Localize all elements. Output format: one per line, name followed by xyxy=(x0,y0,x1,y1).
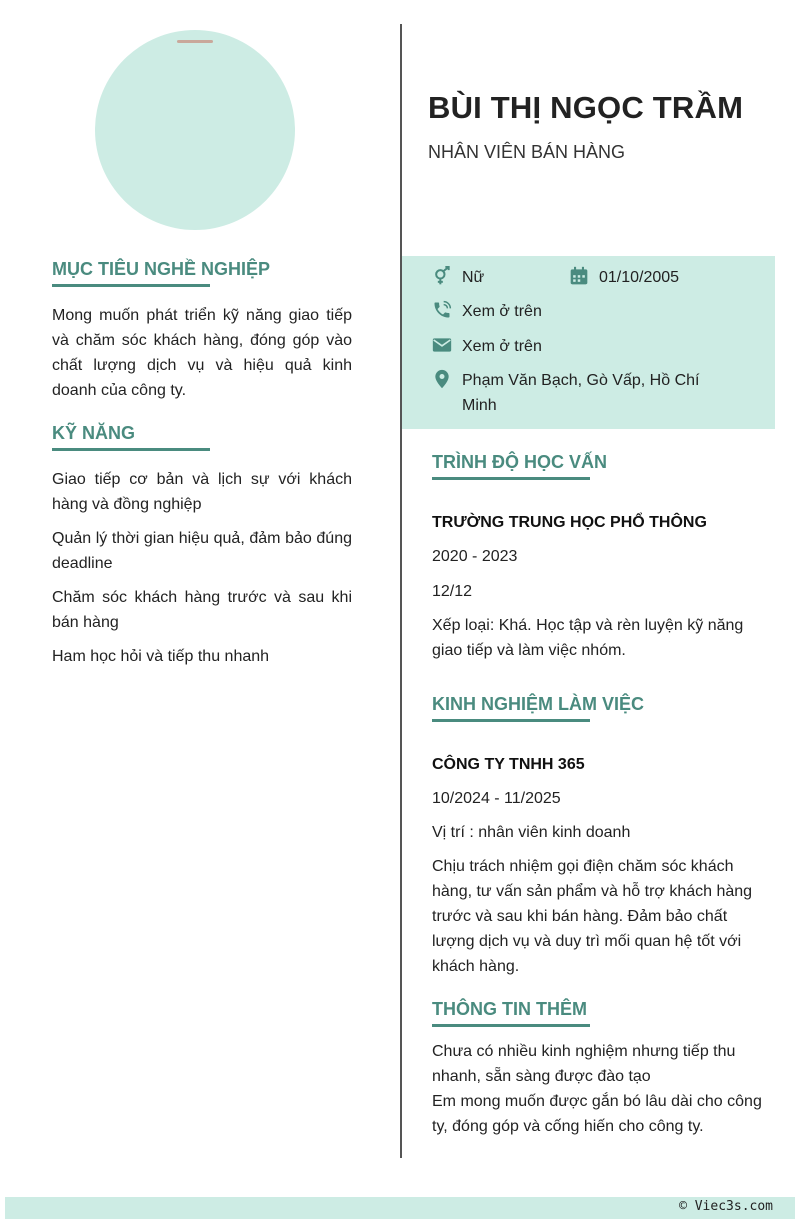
job-title: NHÂN VIÊN BÁN HÀNG xyxy=(428,142,626,162)
skill-item: Giao tiếp cơ bản và lịch sự với khách hàng và đồng nghiệp xyxy=(52,471,352,513)
address-value: Phạm Văn Bạch, Gò Vấp, Hồ Chí Minh xyxy=(462,372,700,414)
additional-line-2: Em mong muốn được gắn bó lâu dài cho công ty, đóng góp và cống hiến cho công ty. xyxy=(432,1093,762,1135)
gender-icon xyxy=(432,266,452,286)
phone-value: Xem ở trên xyxy=(462,303,542,320)
skill-item: Chăm sóc khách hàng trước và sau khi bán hàng xyxy=(52,589,352,631)
additional-section xyxy=(432,998,762,1139)
objective-text: Mong muốn phát triển kỹ năng giao tiếp và chăm sóc khách hàng, đóng góp vào chất lượng dịch vụ và hiệu quả kinh doanh của công ty. xyxy=(52,307,352,399)
email-icon xyxy=(432,335,452,355)
column-divider xyxy=(400,24,402,1158)
section-underline xyxy=(432,1024,590,1027)
section-underline xyxy=(432,477,590,480)
email-row xyxy=(432,334,542,359)
section-underline xyxy=(52,284,210,287)
email-value: Xem ở trên xyxy=(462,338,542,355)
experience-title: KINH NGHIỆM LÀM VIỆC xyxy=(432,694,645,714)
school-name: TRƯỜNG TRUNG HỌC PHỔ THÔNG xyxy=(432,514,707,531)
experience-section xyxy=(432,693,762,979)
contact-panel xyxy=(402,256,775,429)
education-grade: 12/12 xyxy=(432,583,473,600)
education-note: Xếp loại: Khá. Học tập và rèn luyện kỹ năng giao tiếp và làm việc nhóm. xyxy=(432,617,744,659)
education-title: TRÌNH ĐỘ HỌC VẤN xyxy=(432,452,607,472)
phone-row xyxy=(432,299,542,324)
skills-list xyxy=(52,467,352,669)
experience-position: Vị trí : nhân viên kinh doanh xyxy=(432,824,631,841)
company-name: CÔNG TY TNHH 365 xyxy=(432,756,585,773)
section-underline xyxy=(432,719,590,722)
phone-icon xyxy=(432,300,452,320)
objective-title: MỤC TIÊU NGHỀ NGHIỆP xyxy=(52,259,271,279)
additional-title: THÔNG TIN THÊM xyxy=(432,999,587,1019)
birthdate-value: 01/10/2005 xyxy=(599,269,680,286)
profile-photo xyxy=(95,30,295,230)
footer-credit: © Viec3s.com xyxy=(679,1199,773,1214)
section-underline xyxy=(52,448,210,451)
objective-section xyxy=(52,258,352,403)
footer-bar xyxy=(5,1197,795,1219)
location-icon xyxy=(432,369,452,389)
education-section xyxy=(432,451,762,663)
experience-description: Chịu trách nhiệm gọi điện chăm sóc khách hàng, tư vấn sản phẩm và hỗ trợ khách hàng trước và sau khi bán hàng. Đảm bảo chất lượng dịch vụ và duy trì mối quan hệ tốt với khách hàng. xyxy=(432,858,753,975)
gender-value: Nữ xyxy=(462,269,485,286)
skill-item: Quản lý thời gian hiệu quả, đảm bảo đúng deadline xyxy=(52,530,352,572)
gender-row xyxy=(432,265,484,290)
skills-title: KỸ NĂNG xyxy=(52,423,136,443)
experience-period: 10/2024 - 11/2025 xyxy=(432,790,561,807)
education-period: 2020 - 2023 xyxy=(432,548,518,565)
address-row xyxy=(432,368,732,418)
additional-line-1: Chưa có nhiều kinh nghiệm nhưng tiếp thu nhanh, sẵn sàng được đào tạo xyxy=(432,1043,736,1085)
calendar-icon xyxy=(569,266,589,286)
candidate-name: BÙI THỊ NGỌC TRẦM xyxy=(428,90,744,125)
skills-section xyxy=(52,422,352,678)
skill-item: Ham học hỏi và tiếp thu nhanh xyxy=(52,648,270,665)
birthdate-row xyxy=(569,265,679,290)
